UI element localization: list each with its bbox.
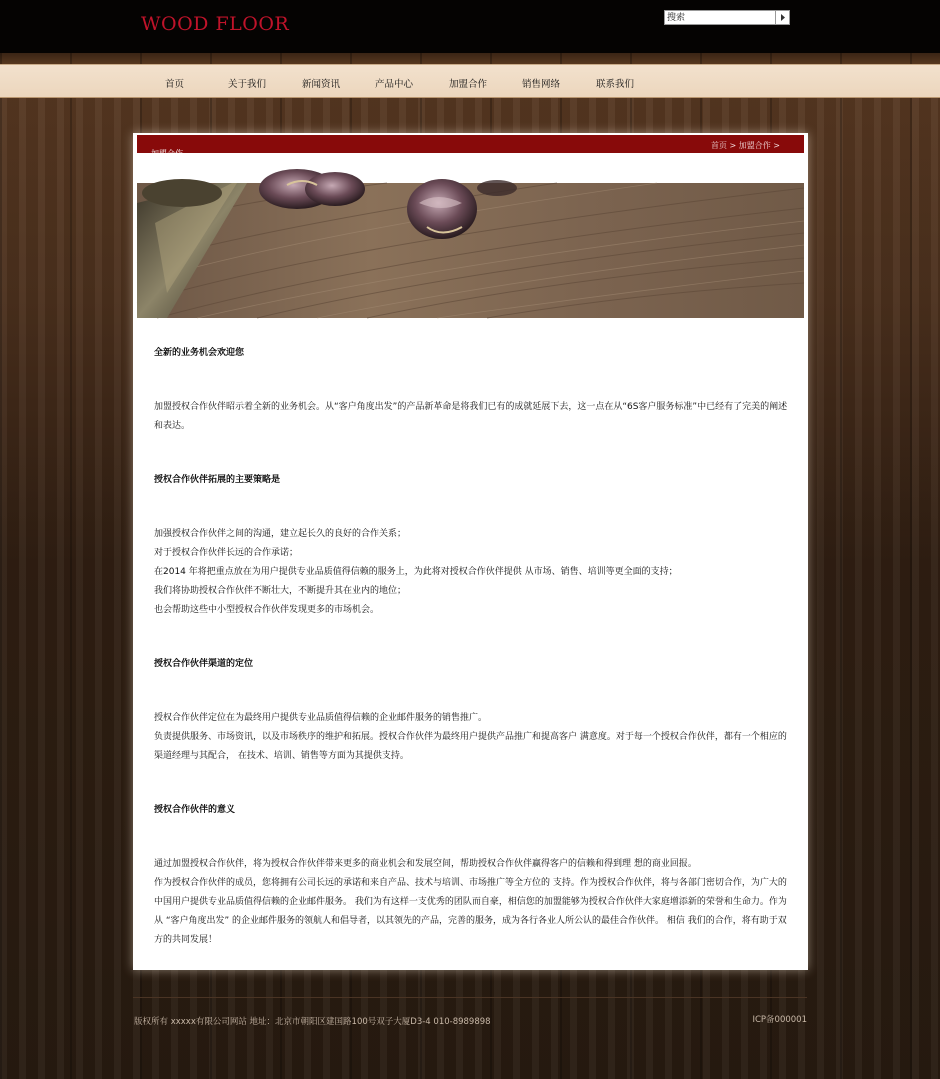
strategy-item: 也会帮助这些中小型授权合作伙伴发现更多的市场机会。 <box>154 605 380 615</box>
paragraph: 负责提供服务、市场资讯，以及市场秩序的维护和拓展。授权合作伙伴为最终用户提供产品推广和提高客户 满意度。对于每一个授权合作伙伴，都有一个相应的渠道经理与其配合， 在技术、培训、销售等方面为其提供支持。 <box>154 732 787 761</box>
footer-divider <box>133 997 807 998</box>
panel-title: 加盟合作 <box>151 149 183 158</box>
nav-item-join[interactable]: 加盟合作 <box>449 79 488 90</box>
nav-item-contact[interactable]: 联系我们 <box>596 79 635 90</box>
nav-item-about[interactable]: 关于我们 <box>228 79 267 90</box>
wood-strip <box>0 53 940 64</box>
top-header <box>0 0 940 53</box>
section-heading: 授权合作伙伴拓展的主要策略是 <box>154 475 281 485</box>
arrow-right-icon <box>780 14 786 21</box>
paragraph: 作为授权合作伙伴的成员，您将拥有公司长远的承诺和来自产品、技术与培训、市场推广等全方位的 支持。作为授权合作伙伴，将与各部门密切合作，为广大的中国用户提供专业品质值得信赖的企业邮件服务。 我们为有这样一支优秀的团队而自豪，相信您的加盟能够为授权合作伙伴大家庭增添新的荣誉和生命力。作为 从 “客户角度出发” 的企业邮件服务的领航人和倡导者，以其领先的产品，完善的服务，成为各行各业人所公认的最佳合作伙伴。 相信 我们的合作，将有助于双方的共同发展！ <box>154 878 787 945</box>
article-body <box>154 344 788 950</box>
site-logo[interactable]: WOOD FLOOR <box>141 13 290 35</box>
strategy-item: 在2014 年将把重点放在为用户提供专业品质值得信赖的服务上，为此将对授权合作伙伴提供 从市场、销售、培训等更全面的支持； <box>154 567 678 577</box>
nav-item-news[interactable]: 新闻资讯 <box>302 79 341 90</box>
section-heading: 授权合作伙伴的意义 <box>154 805 236 815</box>
section-heading: 授权合作伙伴渠道的定位 <box>154 659 254 669</box>
content-panel <box>133 133 808 970</box>
breadcrumb-separator: > <box>729 141 737 150</box>
breadcrumb-separator: > <box>773 141 780 150</box>
paragraph: 加盟授权合作伙伴昭示着全新的业务机会。从“客户角度出发”的产品新革命是将我们已有的成就延展下去，这一点在从“6S客户服务标准”中已经有了完美的阐述和表达。 <box>154 402 788 431</box>
search-box <box>664 10 790 25</box>
strategy-item: 对于授权合作伙伴长远的合作承诺； <box>154 548 299 558</box>
main-nav <box>0 64 940 98</box>
search-input[interactable] <box>665 11 775 24</box>
section-heading: 全新的业务机会欢迎您 <box>154 348 245 358</box>
breadcrumb-home-link[interactable]: 首页 <box>710 141 727 150</box>
paragraph: 授权合作伙伴定位在为最终用户提供专业品质值得信赖的企业邮件服务的销售推广。 <box>154 713 488 723</box>
footer-icp: ICP备000001 <box>752 1015 807 1025</box>
banner-illustration <box>137 183 804 318</box>
panel-header-bar <box>137 135 804 158</box>
wood-floor-banner-image <box>137 183 804 318</box>
strategy-item: 我们将协助授权合作伙伴不断壮大，不断提升其在业内的地位； <box>154 586 407 596</box>
strategy-item: 加强授权合作伙伴之间的沟通，建立起长久的良好的合作关系； <box>154 529 407 539</box>
search-submit-button[interactable] <box>775 11 789 24</box>
breadcrumb-current-link[interactable]: 加盟合作 <box>738 141 771 150</box>
paragraph: 通过加盟授权合作伙伴，将为授权合作伙伴带来更多的商业机会和发展空间，帮助授权合作伙伴赢得客户的信赖和得到理 想的商业回报。 <box>154 859 697 869</box>
footer-copyright: 版权所有 xxxxx有限公司网站 地址：北京市朝阳区建国路100号双子大厦D3-4 010-8989898 <box>134 1017 491 1027</box>
nav-item-home[interactable]: 首页 <box>165 79 185 90</box>
nav-item-products[interactable]: 产品中心 <box>375 79 414 90</box>
breadcrumb <box>711 140 780 151</box>
nav-item-sales-network[interactable]: 销售网络 <box>522 79 561 90</box>
